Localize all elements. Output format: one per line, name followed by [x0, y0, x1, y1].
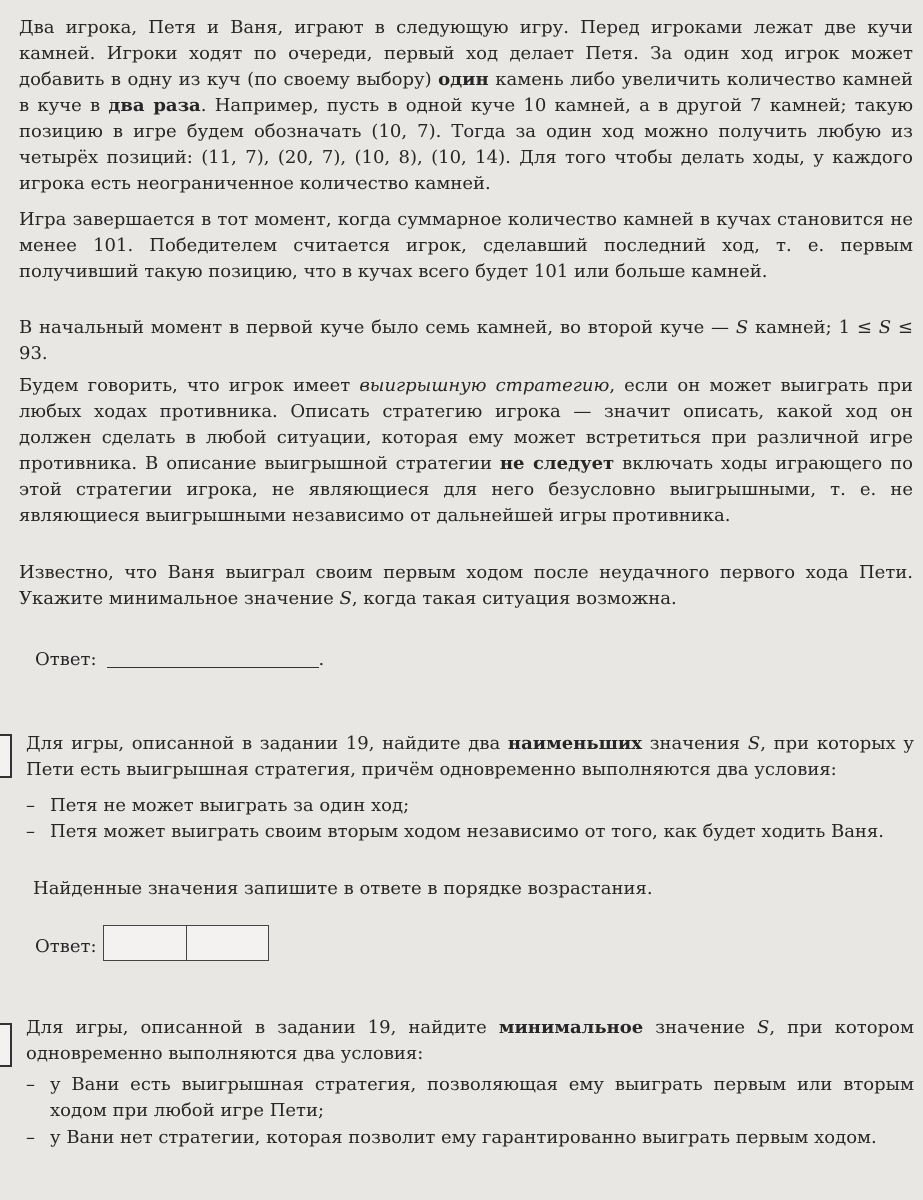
task19-question: Известно, что Ваня выиграл своим первым ходом после неудачного первого хода Пети. Укажите минимальное значение S, когда такая ситуация возможна.: [19, 562, 913, 609]
task21-condition-2: – у Вани нет стратегии, которая позволит ему гарантированно выиграть первым ходом.: [26, 1127, 877, 1148]
emphasis-should-not: не следует: [499, 453, 615, 474]
answer-label: Ответ:: [35, 649, 97, 670]
task19-paragraph-strategy: Будем говорить, что игрок имеет выигрышную стратегию, если он может выиграть при любых ходах противника. Описать стратегию игрока — значит описать, какой ход он должен сделать в любой ситуации, которая ему может встретиться при различной игре противника. В описание выигрышной стратегии не следует включать ходы играющего по этой стратегии игрока, не являющиеся для него безусловно выигрышными, т. е. не являющиеся выигрышными независимо от дальнейшей игры противника.: [19, 375, 913, 526]
task19-paragraph-rules: Два игрока, Петя и Ваня, играют в следующую игру. Перед игроками лежат две кучи камней. Игроки ходят по очереди, первый ход делает Петя. За один ход игрок может добавить в одну из куч (по своему выбору) один камень либо увеличить количество камней в куче в два раза. Например, пусть в одной куче 10 камней, а в другой 7 камней; такую позицию в игре будем обозначать (10, 7). Тогда за один ход можно получить любую из четырёх позиций: (11, 7), (20, 7), (10, 8), (10, 14). Для того чтобы делать ходы, у каждого игрока есть неограниченное количество камней.: [19, 17, 913, 194]
task20-condition-1: – Петя не может выиграть за один ход;: [26, 795, 410, 816]
task19-paragraph-end: Игра завершается в тот момент, когда суммарное количество камней в кучах становится не менее 101. Победителем считается игрок, сделавший последний ход, т. е. первым получивший такую позицию, что в кучах всего будет 101 или больше камней.: [19, 209, 913, 282]
task20-instruction: Найденные значения запишите в ответе в порядке возрастания.: [33, 878, 653, 899]
emphasis-smallest: наименьших: [507, 733, 643, 754]
task21-intro: Для игры, описанной в задании 19, найдите минимальное значение S, при котором одновременно выполняются два условия:: [26, 1017, 914, 1064]
task21-number-box: [0, 1023, 12, 1067]
task20-intro: Для игры, описанной в задании 19, найдите два наименьших значения S, при которых у Пети есть выигрышная стратегия, причём одновременно выполняются два условия:: [26, 733, 914, 780]
task20-number-box: [0, 734, 12, 778]
answer-label: Ответ:: [35, 936, 97, 957]
answer-cell-2[interactable]: [186, 926, 269, 960]
task19-answer: Ответ: .: [35, 649, 325, 670]
task20-condition-2: – Петя может выиграть своим вторым ходом независимо от того, как будет ходить Ваня.: [26, 821, 885, 842]
answer-cell-1[interactable]: [104, 926, 186, 960]
term-winning-strategy: выигрышную стратегию: [359, 375, 610, 396]
task19-paragraph-start: В начальный момент в первой куче было семь камней, во второй куче — S камней; 1 ≤ S ≤ 93.: [19, 317, 913, 364]
emphasis-one: один: [438, 69, 489, 90]
emphasis-minimal: минимальное: [498, 1017, 644, 1038]
task20-answer-boxes: [103, 925, 269, 961]
answer-blank-line[interactable]: [107, 649, 319, 668]
task21-condition-1: – у Вани есть выигрышная стратегия, позволяющая ему выиграть первым или вторым ходом при любой игре Пети;: [26, 1074, 914, 1121]
emphasis-double: два раза: [108, 95, 201, 116]
task20-answer: [35, 934, 97, 960]
